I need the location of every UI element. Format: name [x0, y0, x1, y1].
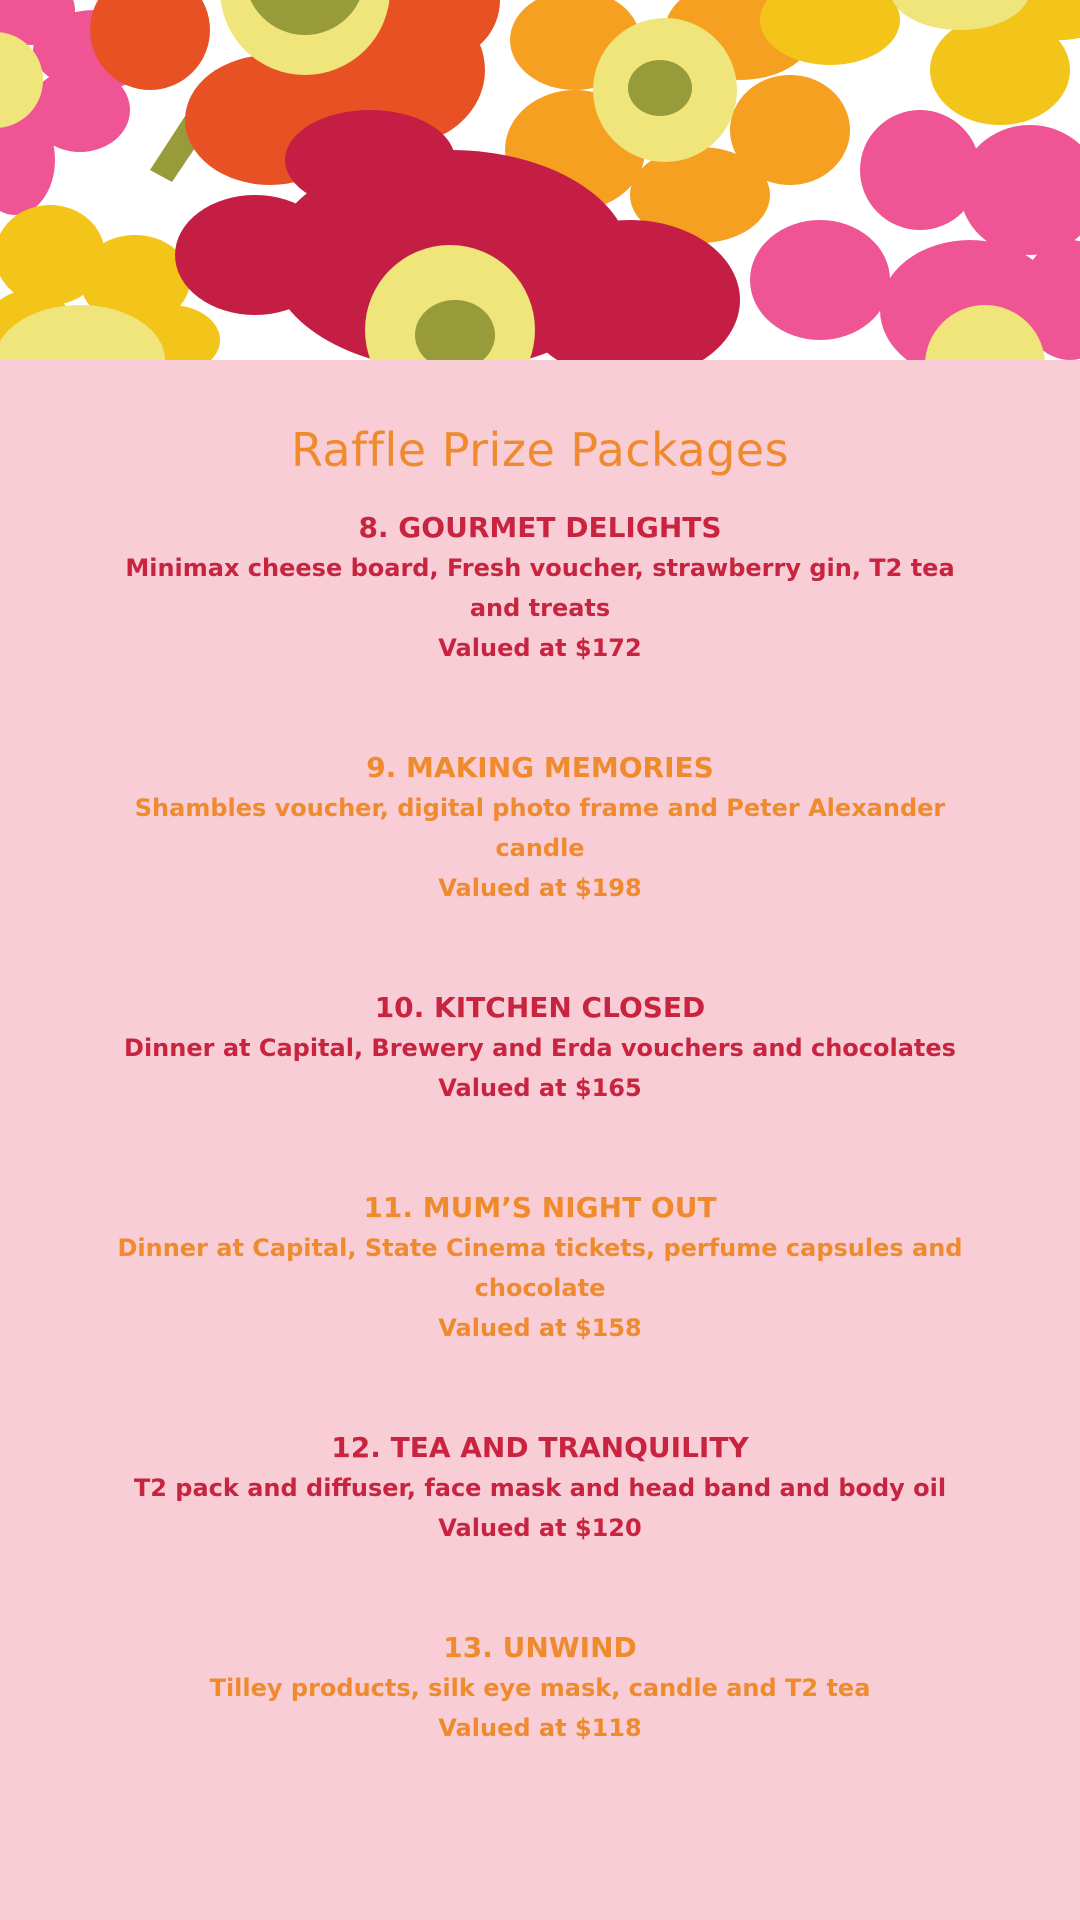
prize-title: 13. UNWIND	[443, 1631, 637, 1664]
prize-item-8	[90, 508, 990, 668]
prize-item-13	[90, 1628, 990, 1748]
prize-title: 10. KITCHEN CLOSED	[374, 991, 706, 1024]
prize-item-11	[90, 1188, 990, 1348]
prize-description: T2 pack and diffuser, face mask and head band and body oil	[133, 1474, 947, 1502]
prize-value: Valued at $165	[438, 1074, 642, 1102]
prize-item-10	[90, 988, 990, 1108]
prize-description-continued: candle	[495, 834, 585, 862]
prize-description-continued: and treats	[469, 594, 611, 622]
prize-description-continued: chocolate	[474, 1274, 606, 1302]
prize-value: Valued at $120	[438, 1514, 642, 1542]
page-title: Raffle Prize Packages	[290, 423, 790, 477]
prize-item-9	[90, 748, 990, 908]
prize-value: Valued at $118	[438, 1714, 642, 1742]
prize-title: 12. TEA AND TRANQUILITY	[331, 1431, 749, 1464]
prize-title: 9. MAKING MEMORIES	[366, 751, 714, 784]
prize-item-12	[90, 1428, 990, 1548]
flower-pattern-banner-icon	[0, 0, 1080, 360]
prize-value: Valued at $158	[438, 1314, 642, 1342]
prize-description: Dinner at Capital, State Cinema tickets, perfume capsules and	[117, 1234, 963, 1262]
prize-description: Dinner at Capital, Brewery and Erda vouchers and chocolates	[124, 1034, 956, 1062]
flower-banner	[0, 0, 1080, 360]
prize-title: 8. GOURMET DELIGHTS	[358, 511, 722, 544]
prize-list-section	[0, 360, 1080, 1920]
prize-value: Valued at $172	[438, 634, 642, 662]
prize-description: Shambles voucher, digital photo frame and Peter Alexander	[134, 794, 946, 822]
prize-description: Minimax cheese board, Fresh voucher, strawberry gin, T2 tea	[125, 554, 955, 582]
prize-value: Valued at $198	[438, 874, 642, 902]
prize-title: 11. MUM’S NIGHT OUT	[363, 1191, 717, 1224]
prize-description: Tilley products, silk eye mask, candle and T2 tea	[209, 1674, 871, 1702]
